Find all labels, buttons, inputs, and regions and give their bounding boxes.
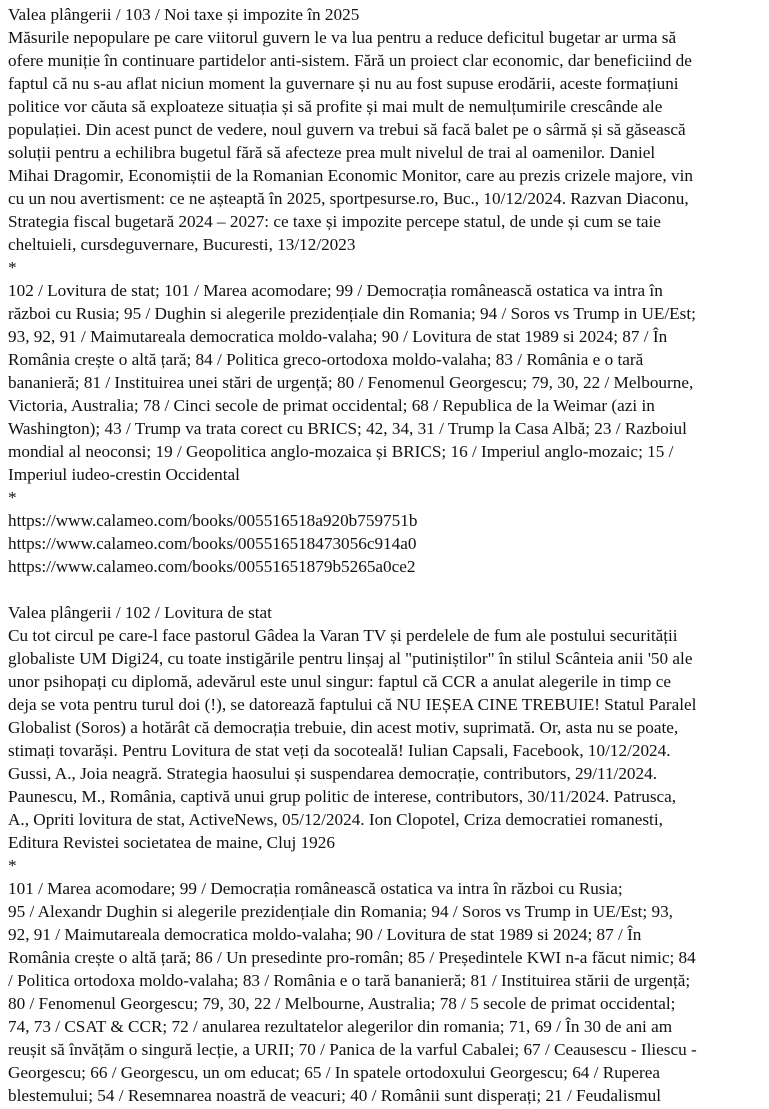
link[interactable]: https://www.calameo.com/books/005516518473056c914a0 [8, 534, 417, 553]
text-line: reușit să învățăm o singură lecție, a URII; 70 / Panica de la varful Cabalei; 67 / Ceausescu - Iliescu - [8, 1040, 697, 1059]
text-line: Mihai Dragomir, Economiștii de la Romanian Economic Monitor, care au prezis crizele majore, vin [8, 166, 693, 185]
text-line: Gussi, A., Joia neagră. Strategia haosului și suspendarea democrație, contributors, 29/11/2024. [8, 764, 658, 783]
asterisk-separator: * [8, 258, 17, 277]
link-list [8, 509, 769, 578]
text-line: cu un nou avertisment: ce ne așteaptă în 2025, sportpesurse.ro, Buc., 10/12/2024. Razvan Diaconu, [8, 189, 689, 208]
link[interactable]: https://www.calameo.com/books/00551651879b5265a0ce2 [8, 557, 416, 576]
text-line: Editura Revistei societatea de maine, Cluj 1926 [8, 833, 335, 852]
spacer [8, 578, 769, 601]
text-line: 92, 91 / Maimutareala democratica moldo-valaha; 90 / Lovitura de stat 1989 si 2024; 87 / În [8, 925, 642, 944]
post-paragraph [8, 26, 769, 256]
text-line: 74, 73 / CSAT & CCR; 72 / anularea rezultatelor alegerilor din romania; 71, 69 / În 30 de ani am [8, 1017, 673, 1036]
text-line: Măsurile nepopulare pe care viitorul guvern le va lua pentru a reduce deficitul bugetar ar urma să [8, 28, 677, 47]
text-line: soluții pentru a echilibra bugetul fără să afecteze prea mult nivelul de trai al oamenilor. Daniel [8, 143, 656, 162]
text-line: Valea plângerii / 103 / Noi taxe și impozite în 2025 [8, 5, 360, 24]
text-line: Strategia fiscal bugetară 2024 – 2027: ce taxe și impozite percepe statul, de unde și cum se taie [8, 212, 661, 231]
text-line: blestemului; 54 / Resemnarea noastră de veacuri; 40 / Românii sunt disperați; 21 / Feudalismul [8, 1086, 661, 1105]
text-line: 95 / Alexandr Dughin si alegerile prezidențiale din Romania; 94 / Soros vs Trump in UE/Est; 93, [8, 902, 673, 921]
text-line: Georgescu; 66 / Georgescu, un om educat; 65 / In spatele ortodoxului Georgescu; 64 / Ruperea [8, 1063, 661, 1082]
text-line: România crește o altă țară; 84 / Politica greco-ortodoxa moldo-valaha; 83 / România e o tară [8, 350, 644, 369]
related-index [8, 279, 769, 486]
text-line: Paunescu, M., România, captivă unui grup politic de interese, contributors, 30/11/2024. Patrusca, [8, 787, 677, 806]
separator [8, 486, 769, 509]
text-line: cheltuieli, cursdeguvernare, Bucuresti, 13/12/2023 [8, 235, 356, 254]
asterisk-separator: * [8, 856, 17, 875]
text-line: bananieră; 81 / Instituirea unei stări de urgență; 80 / Fenomenul Georgescu; 79, 30, 22 / Melbourne, [8, 373, 694, 392]
text-line: deja se vota pentru turul doi (!), se datorează faptului că NU IEȘEA CINE TREBUIE! Statul Paralel [8, 695, 697, 714]
post-title [8, 601, 769, 624]
text-line: Valea plângerii / 102 / Lovitura de stat [8, 603, 272, 622]
separator [8, 854, 769, 877]
text-line: Victoria, Australia; 78 / Cinci secole de primat occidental; 68 / Republica de la Weimar (azi in [8, 396, 655, 415]
text-line: 80 / Fenomenul Georgescu; 79, 30, 22 / Melbourne, Australia; 78 / 5 secole de primat occidental; [8, 994, 676, 1013]
text-line: război cu Rusia; 95 / Dughin si alegerile prezidențiale din Romania; 94 / Soros vs Trump in UE/Est; [8, 304, 696, 323]
text-line: Globalist (Soros) a hotărât că democrația trebuie, din acest motiv, suprimată. Or, asta nu se poate, [8, 718, 679, 737]
text-line: politice vor căuta să exploateze situația și să profite și mai mult de nemulțumirile crescânde ale [8, 97, 663, 116]
text-line: Imperiul iudeo-crestin Occidental [8, 465, 240, 484]
post-title [8, 3, 769, 26]
text-line: populației. Din acest punct de vedere, noul guvern va trebui să facă balet pe o sârmă și să găsească [8, 120, 686, 139]
text-line: 102 / Lovitura de stat; 101 / Marea acomodare; 99 / Democrația românească ostatica va intra în [8, 281, 663, 300]
text-line: mondial al neoconsi; 19 / Geopolitica anglo-mozaica și BRICS; 16 / Imperiul anglo-mozaic; 15 / [8, 442, 674, 461]
text-line: 101 / Marea acomodare; 99 / Democrația românească ostatica va intra în război cu Rusia; [8, 879, 623, 898]
related-index [8, 877, 769, 1107]
text-line: Washington); 43 / Trump va trata corect cu BRICS; 42, 34, 31 / Trump la Casa Albă; 23 / Razboiul [8, 419, 687, 438]
text-line: unor psihopați cu diplomă, adevărul este unul singur: faptul că CCR a anulat alegerile in timp ce [8, 672, 671, 691]
post-paragraph [8, 624, 769, 854]
text-line: România crește o altă țară; 86 / Un presedinte pro-român; 85 / Președintele KWI n-a făcut nimic; 84 [8, 948, 696, 967]
text-line: faptul că nu s-au aflat niciun moment la guvernare și nu au fost supuse erodării, aceste formațiuni [8, 74, 679, 93]
text-line: stimați tovarăși. Pentru Lovitura de stat veți da socoteală! Iulian Capsali, Facebook, 10/12/2024. [8, 741, 671, 760]
asterisk-separator: * [8, 488, 17, 507]
text-line: A., Opriti lovitura de stat, ActiveNews, 05/12/2024. Ion Clopotel, Criza democratiei romanesti, [8, 810, 663, 829]
link[interactable]: https://www.calameo.com/books/005516518a920b759751b [8, 511, 418, 530]
text-line: Cu tot circul pe care-l face pastorul Gâdea la Varan TV și perdelele de fum ale postului securității [8, 626, 678, 645]
text-line: globaliste UM Digi24, cu toate instigările pentru linșaj al "putiniștilor" în stilul Scânteia anii '50 ale [8, 649, 693, 668]
text-line: 93, 92, 91 / Maimutareala democratica moldo-valaha; 90 / Lovitura de stat 1989 si 2024; 87 / În [8, 327, 668, 346]
text-line: / Politica ortodoxa moldo-valaha; 83 / România e o tară bananieră; 81 / Instituirea stării de urgență; [8, 971, 691, 990]
separator [8, 256, 769, 279]
text-line: ofere muniție în continuare partidelor anti-sistem. Fără un proiect clar economic, dar beneficiind de [8, 51, 692, 70]
